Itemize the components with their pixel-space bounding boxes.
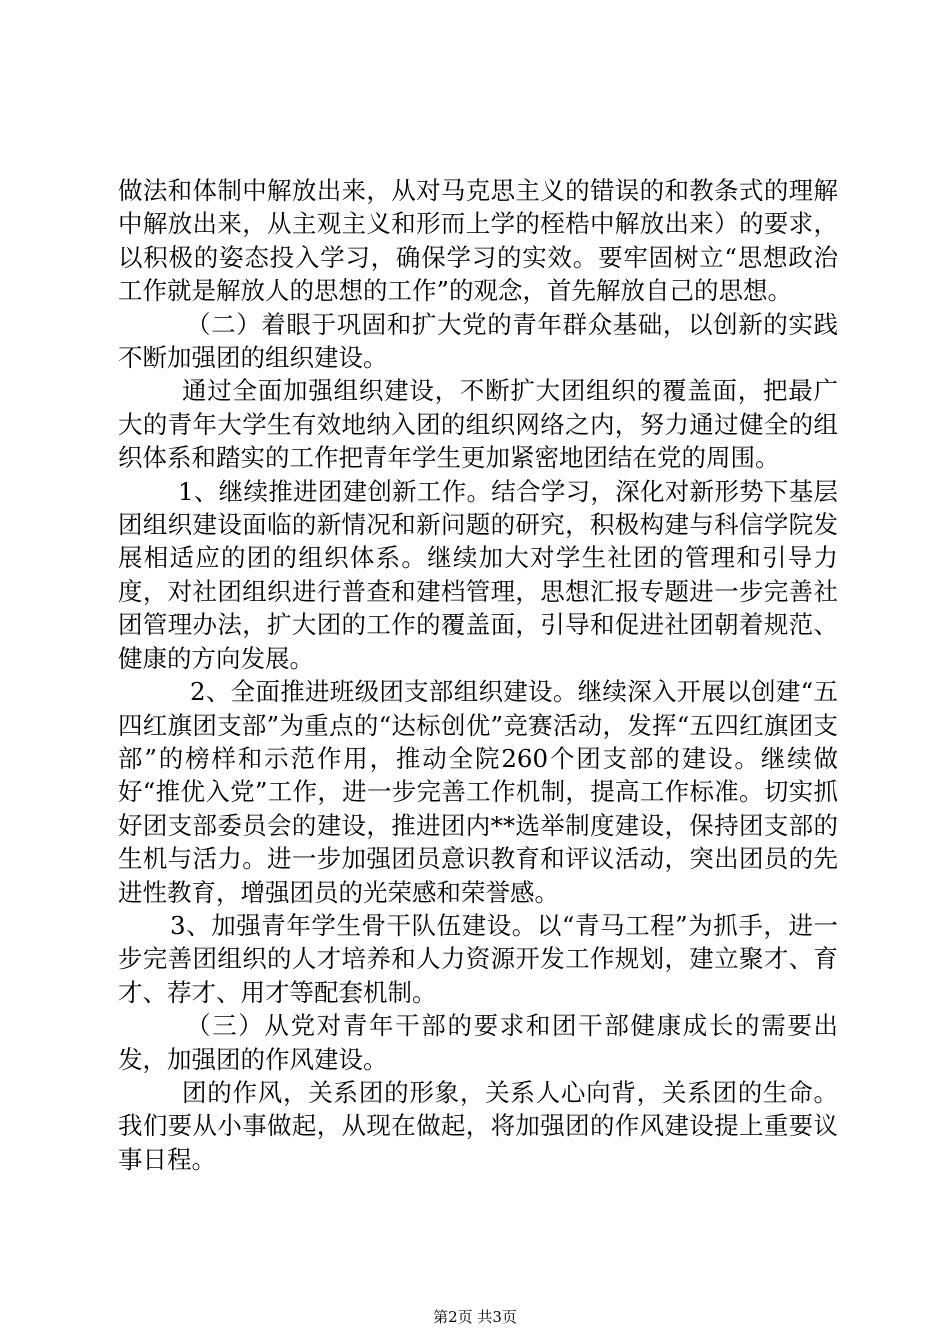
paragraph-8: 团的作风，关系团的形象，关系人心向背，关系团的生命。我们要从小事做起，从现在做起，将加强团的作风建设提上重要议事日程。 <box>118 1077 838 1174</box>
paragraph-4: 1、继续推进团建创新工作。结合学习，深化对新形势下基层团组织建设面临的新情况和新问题的研究，积极构建与科信学院发展相适应的团的组织体系。继续加大对学生社团的管理和引导力度，对社团组织进行普查和建档管理，思想汇报专题进一步完善社团管理办法，扩大团的工作的覆盖面，引导和促进社团朝着规范、健康的方向发展。 <box>118 476 838 673</box>
paragraph-5: 2、全面推进班级团支部组织建设。继续深入开展以创建“五四红旗团支部”为重点的“达标创优”竞赛活动，发挥“五四红旗团支部”的榜样和示范作用，推动全院260个团支部的建设。继续做好“推优入党”工作，进一步完善工作机制，提高工作标准。切实抓好团支部委员会的建设，推进团内**选举制度建设，保持团支部的生机与活力。进一步加强团员意识教育和评议活动，突出团员的先进性教育，增强团员的光荣感和荣誉感。 <box>118 677 838 907</box>
page-number-label: 第2页 共3页 <box>433 1308 517 1326</box>
paragraph-1: 做法和体制中解放出来，从对马克思主义的错误的和教条式的理解中解放出来，从主观主义和形而上学的桎梏中解放出来）的要求，以积极的姿态投入学习，确保学习的实效。要牢固树立“思想政治工作就是解放人的思想的工作”的观念，首先解放自己的思想。 <box>118 176 838 306</box>
document-body <box>118 174 838 1176</box>
paragraph-3: 通过全面加强组织建设，不断扩大团组织的覆盖面，把最广大的青年大学生有效地纳入团的组织网络之内，努力通过健全的组织体系和踏实的工作把青年学生更加紧密地团结在党的周围。 <box>118 376 838 473</box>
paragraph-7: （三）从党对青年干部的要求和团干部健康成长的需要出发，加强团的作风建设。 <box>118 1011 838 1074</box>
paragraph-6: 3、加强青年学生骨干队伍建设。以“青马工程”为抓手，进一步完善团组织的人才培养和人力资源开发工作规划，建立聚才、育才、荐才、用才等配套机制。 <box>118 910 838 1007</box>
page-footer <box>0 1306 950 1327</box>
paragraph-2: （二）着眼于巩固和扩大党的青年群众基础，以创新的实践不断加强团的组织建设。 <box>118 309 838 373</box>
